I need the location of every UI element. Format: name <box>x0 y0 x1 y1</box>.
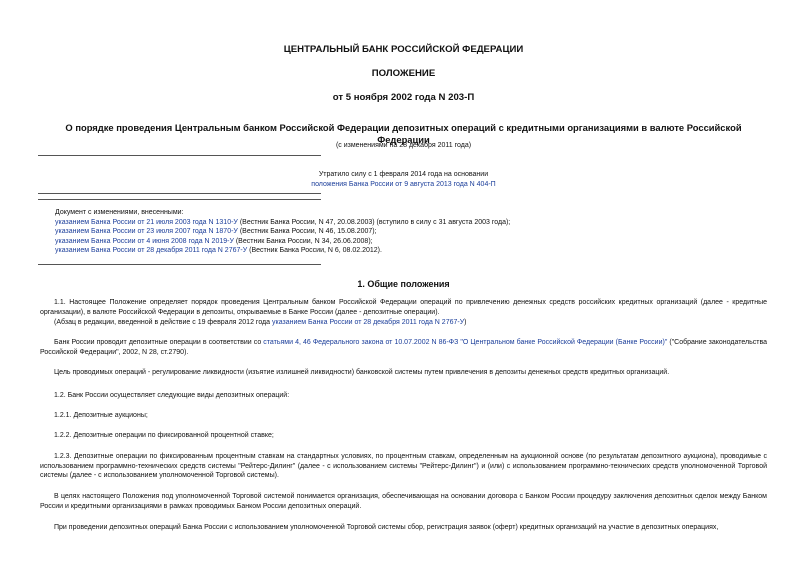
amending-item: указанием Банка России от 4 июня 2008 года N 2019-У (Вестник Банка России, N 34, 26.06.2008); <box>55 237 373 245</box>
law-link[interactable]: статьями 4, 46 Федерального закона от 10.07.2002 N 86-ФЗ "О Центральном банке Российской Федерации (Банке России)" <box>263 339 668 346</box>
paragraph-1-2-1: 1.2.1. Депозитные аукционы; <box>54 412 148 419</box>
amending-item: указанием Банка России от 23 июля 2007 года N 1870-У (Вестник Банка России, N 46, 15.08.2007); <box>55 228 377 236</box>
separator-rule <box>38 193 321 194</box>
paragraph-authorized-system: В целях настоящего Положения под уполномоченной Торговой системой понимается организация, обеспечивающая на основании договора с Банком России процедуру заключения депозитных сделок между Банком России и кредитными организациями в рамках проводимых Банком России депозитных операций. <box>40 493 767 510</box>
paragraph-trading-system: При проведении депозитных операций Банка России с использованием уполномоченной Торговой системы сбор, регистрация заявок (оферт) кредитных организаций на участие в депозитных операциях, <box>54 524 719 531</box>
expired-basis-link[interactable]: положения Банка России от 9 августа 2013 года N 404-П <box>311 181 496 188</box>
amendment-link[interactable]: указанием Банка России от 28 декабря 2011 года N 2767-У <box>271 319 465 326</box>
amending-link[interactable]: указанием Банка России от 4 июня 2008 года N 2019-У <box>55 237 234 245</box>
expired-link-line <box>0 180 807 190</box>
paragraph-1-2-2: 1.2.2. Депозитные операции по фиксированной процентной ставке; <box>54 432 274 439</box>
document-date-number: от 5 ноября 2002 года N 203-П <box>332 92 475 103</box>
paragraph-1-1: 1.1. Настоящее Положение определяет порядок проведения Центральным банком Российской Федерации операций по привлечению денежных средств российских кредитных организаций (далее - кредитные организации), в валюте Российской Федерации в депозиты, открываемые в Банке России (далее - депозитные операции). <box>40 299 767 316</box>
amending-item: указанием Банка России от 21 июля 2003 года N 1310-У (Вестник Банка России, N 47, 20.08.2003) (вступило в силу с 31 августа 2003 года); <box>55 218 511 226</box>
document-type: ПОЛОЖЕНИЕ <box>371 68 436 79</box>
paragraph-1-2: 1.2. Банк России осуществляет следующие виды депозитных операций: <box>54 392 290 399</box>
separator-rule <box>38 199 321 200</box>
document-subject: О порядке проведения Центральным банком Российской Федерации депозитных операций с кредитными организациями в валюте Российской Федерации <box>65 122 742 145</box>
amending-item: указанием Банка России от 28 декабря 2011 года N 2767-У (Вестник Банка России, N 6, 08.02.2012). <box>55 247 382 255</box>
paragraph-1-2-3: 1.2.3. Депозитные операции по фиксированным процентным ставкам на стандартных условиях, по процентным ставкам, определенным на аукционной основе (по результатам депозитного аукциона), проводимые с использованием программно-технических средств системы "Рейтерс-Дилинг" (далее - с использованием системы "Рейтерс-Дилинг") и (или) с использованием программно-технических средств уполномоченной Торговой системы (далее - с использованием уполномоченной Торговой системы). <box>40 453 767 480</box>
separator-rule <box>38 264 321 265</box>
amending-link[interactable]: указанием Банка России от 23 июля 2007 года N 1870-У <box>55 228 238 236</box>
amending-link[interactable]: указанием Банка России от 28 декабря 2011 года N 2767-У <box>55 247 248 255</box>
expired-note: Утратило силу с 1 февраля 2014 года на основании <box>318 171 489 178</box>
issuer-title: ЦЕНТРАЛЬНЫЙ БАНК РОССИЙСКОЙ ФЕДЕРАЦИИ <box>283 44 524 55</box>
paragraph-1-1-note: (Абзац в редакции, введенной в действие с 19 февраля 2012 года указанием Банка России от 28 декабря 2011 года N 2767-У) <box>54 319 467 326</box>
amendments-note: (с изменениями на 28 декабря 2011 года) <box>335 142 472 149</box>
amending-documents <box>55 208 755 256</box>
paragraph-goal: Цель проводимых операций - регулирование ликвидности (изъятие излишней ликвидности) банковской системы путем привлечения в депозиты денежных средств кредитных организаций. <box>54 369 670 376</box>
paragraph-basis: Банк России проводит депозитные операции в соответствии со статьями 4, 46 Федерального закона от 10.07.2002 N 86-ФЗ "О Центральном банке Российской Федерации (Банке России)" ("Собрание законодательства Российской Федерации", 2002, N 28, ст.2790). <box>40 339 767 356</box>
separator-rule <box>38 155 321 156</box>
amending-intro: Документ с изменениями, внесенными: <box>55 209 184 216</box>
amending-link[interactable]: указанием Банка России от 21 июля 2003 года N 1310-У <box>55 218 238 226</box>
section-heading: 1. Общие положения <box>357 279 450 289</box>
